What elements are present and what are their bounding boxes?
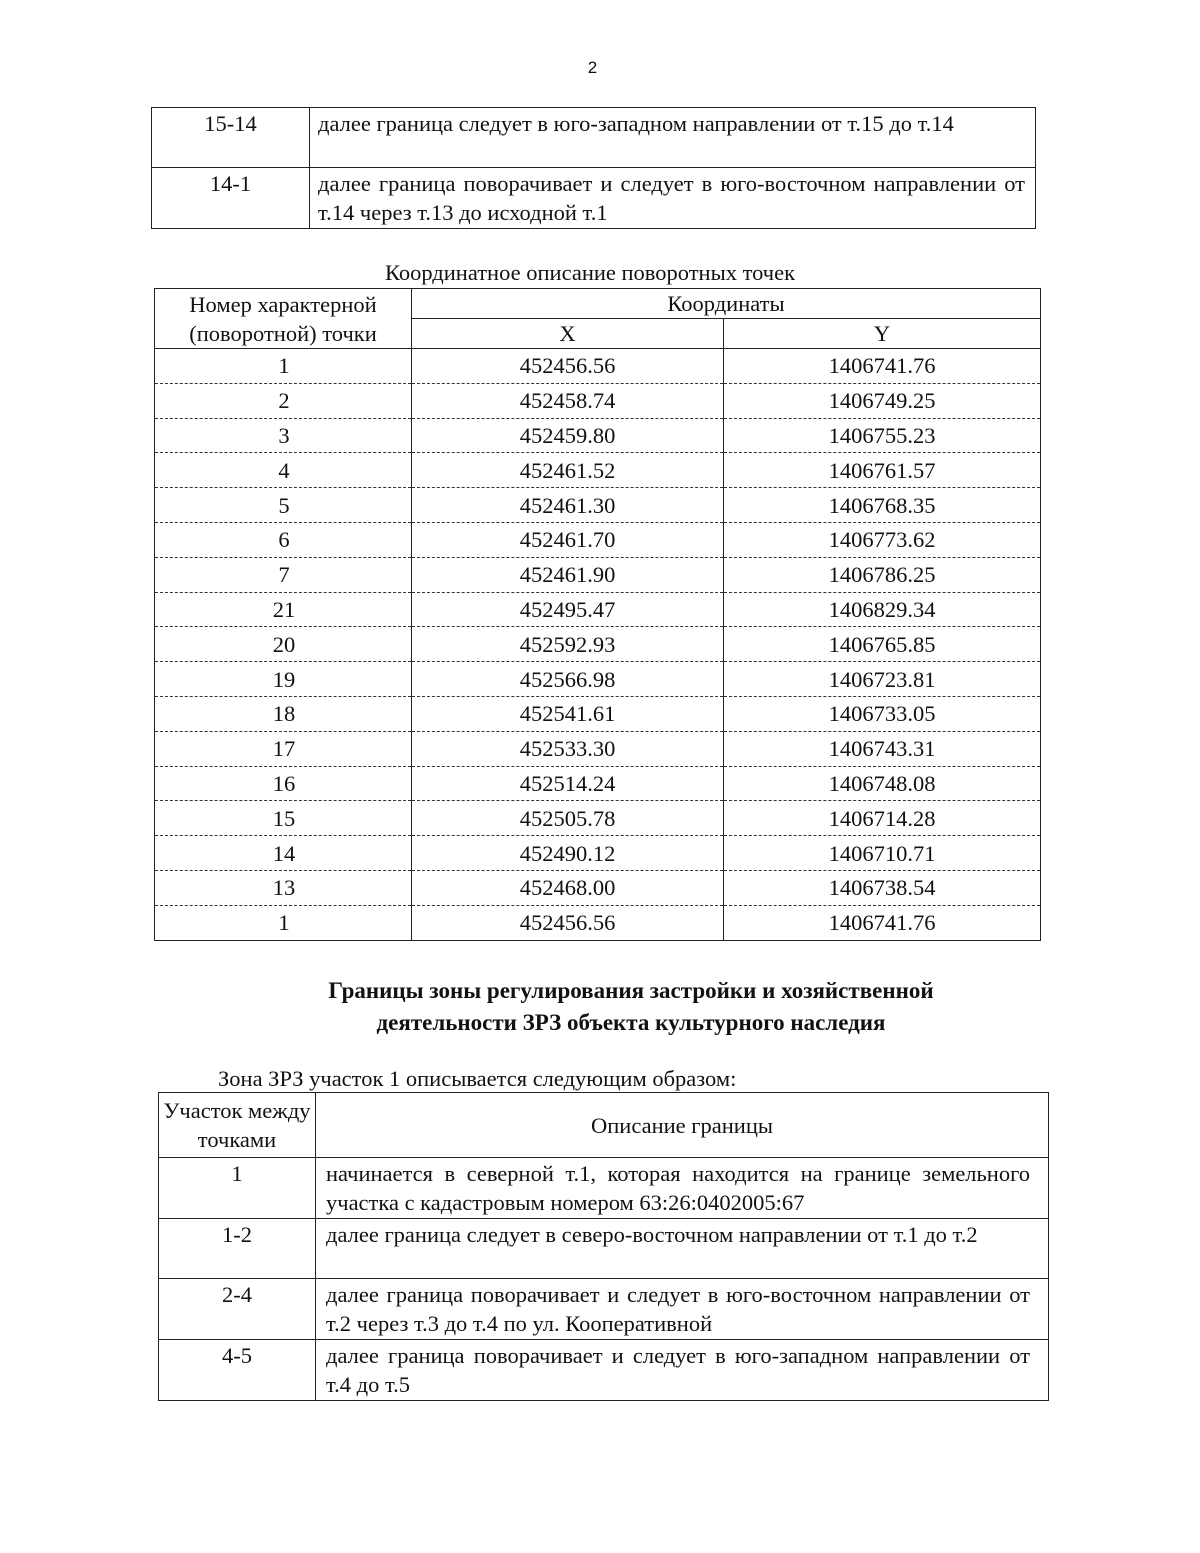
point-cell: 16	[155, 766, 412, 801]
header-row	[159, 1093, 1049, 1158]
y-cell: 1406768.35	[724, 488, 1041, 523]
header-x: X	[412, 319, 724, 349]
x-cell: 452490.12	[412, 836, 724, 871]
segment-cell: 15-14	[152, 108, 310, 168]
boundary-continuation-table	[151, 107, 1036, 229]
header-segment: Участок между точками	[159, 1093, 316, 1158]
x-cell: 452566.98	[412, 662, 724, 697]
x-cell: 452514.24	[412, 766, 724, 801]
segment-cell: 14-1	[152, 168, 310, 229]
x-cell: 452533.30	[412, 731, 724, 766]
point-cell: 14	[155, 836, 412, 871]
section-heading-line2: деятельности ЗРЗ объекта культурного наследия	[376, 1010, 886, 1035]
table-row	[159, 1279, 1049, 1340]
table-row	[155, 662, 1041, 697]
page-number: 2	[587, 58, 598, 77]
table-row	[159, 1158, 1049, 1219]
table-row	[155, 731, 1041, 766]
description-cell: далее граница следует в северо-восточном направлении от т.1 до т.2	[316, 1219, 1049, 1279]
zrz-intro: Зона ЗРЗ участок 1 описывается следующим образом:	[218, 1066, 737, 1091]
point-cell: 4	[155, 453, 412, 488]
x-cell: 452461.70	[412, 522, 724, 557]
description-cell: далее граница следует в юго-западном направлении от т.15 до т.14	[310, 108, 1036, 168]
description-cell: далее граница поворачивает и следует в юго-восточном направлении от т.2 через т.3 до т.4 по ул. Кооперативной	[316, 1279, 1049, 1340]
point-cell: 20	[155, 627, 412, 662]
section-heading	[0, 975, 1200, 1039]
point-cell: 19	[155, 662, 412, 697]
table-row	[152, 108, 1036, 168]
table-row	[155, 349, 1041, 384]
table-row	[155, 418, 1041, 453]
point-cell: 7	[155, 557, 412, 592]
table-row	[155, 870, 1041, 905]
y-cell: 1406714.28	[724, 801, 1041, 836]
y-cell: 1406749.25	[724, 383, 1041, 418]
point-cell: 17	[155, 731, 412, 766]
x-cell: 452456.56	[412, 349, 724, 384]
y-cell: 1406773.62	[724, 522, 1041, 557]
coordinates-table	[154, 288, 1041, 941]
point-cell: 3	[155, 418, 412, 453]
table-row	[155, 696, 1041, 731]
point-cell: 1	[155, 349, 412, 384]
header-coordinates: Координаты	[412, 289, 1041, 319]
description-cell: начинается в северной т.1, которая находится на границе земельного участка с кадастровым номером 63:26:0402005:67	[316, 1158, 1049, 1219]
section-heading-line1: Границы зоны регулирования застройки и хозяйственной	[328, 978, 934, 1003]
x-cell: 452459.80	[412, 418, 724, 453]
y-cell: 1406741.76	[724, 905, 1041, 940]
y-cell: 1406710.71	[724, 836, 1041, 871]
point-cell: 15	[155, 801, 412, 836]
point-cell: 21	[155, 592, 412, 627]
x-cell: 452505.78	[412, 801, 724, 836]
header-description: Описание границы	[316, 1093, 1049, 1158]
table-row	[155, 557, 1041, 592]
table-row	[155, 522, 1041, 557]
x-cell: 452468.00	[412, 870, 724, 905]
table-row	[155, 801, 1041, 836]
y-cell: 1406755.23	[724, 418, 1041, 453]
x-cell: 452592.93	[412, 627, 724, 662]
description-cell: далее граница поворачивает и следует в юго-восточном направлении от т.14 через т.13 до исходной т.1	[310, 168, 1036, 229]
point-cell: 13	[155, 870, 412, 905]
header-point: Номер характерной (поворотной) точки	[155, 289, 412, 349]
x-cell: 452461.90	[412, 557, 724, 592]
table-row	[159, 1340, 1049, 1401]
segment-cell: 1-2	[159, 1219, 316, 1279]
table-row	[155, 488, 1041, 523]
description-cell: далее граница поворачивает и следует в юго-западном направлении от т.4 до т.5	[316, 1340, 1049, 1401]
y-cell: 1406743.31	[724, 731, 1041, 766]
table-row	[155, 592, 1041, 627]
y-cell: 1406748.08	[724, 766, 1041, 801]
y-cell: 1406786.25	[724, 557, 1041, 592]
y-cell: 1406723.81	[724, 662, 1041, 697]
zrz-table	[158, 1092, 1049, 1401]
x-cell: 452458.74	[412, 383, 724, 418]
table-row	[155, 766, 1041, 801]
table-row	[155, 836, 1041, 871]
table-row	[159, 1219, 1049, 1279]
table-row	[155, 383, 1041, 418]
y-cell: 1406733.05	[724, 696, 1041, 731]
x-cell: 452541.61	[412, 696, 724, 731]
y-cell: 1406765.85	[724, 627, 1041, 662]
x-cell: 452456.56	[412, 905, 724, 940]
table-row	[155, 905, 1041, 940]
y-cell: 1406761.57	[724, 453, 1041, 488]
x-cell: 452461.30	[412, 488, 724, 523]
point-cell: 5	[155, 488, 412, 523]
point-cell: 1	[155, 905, 412, 940]
header-y: Y	[724, 319, 1041, 349]
point-cell: 2	[155, 383, 412, 418]
segment-cell: 4-5	[159, 1340, 316, 1401]
header-row	[155, 289, 1041, 319]
point-cell: 6	[155, 522, 412, 557]
table-row	[155, 627, 1041, 662]
x-cell: 452461.52	[412, 453, 724, 488]
y-cell: 1406738.54	[724, 870, 1041, 905]
y-cell: 1406829.34	[724, 592, 1041, 627]
segment-cell: 1	[159, 1158, 316, 1219]
y-cell: 1406741.76	[724, 349, 1041, 384]
point-cell: 18	[155, 696, 412, 731]
table-row	[152, 168, 1036, 229]
x-cell: 452495.47	[412, 592, 724, 627]
table-row	[155, 453, 1041, 488]
segment-cell: 2-4	[159, 1279, 316, 1340]
coordinates-caption: Координатное описание поворотных точек	[384, 260, 796, 285]
